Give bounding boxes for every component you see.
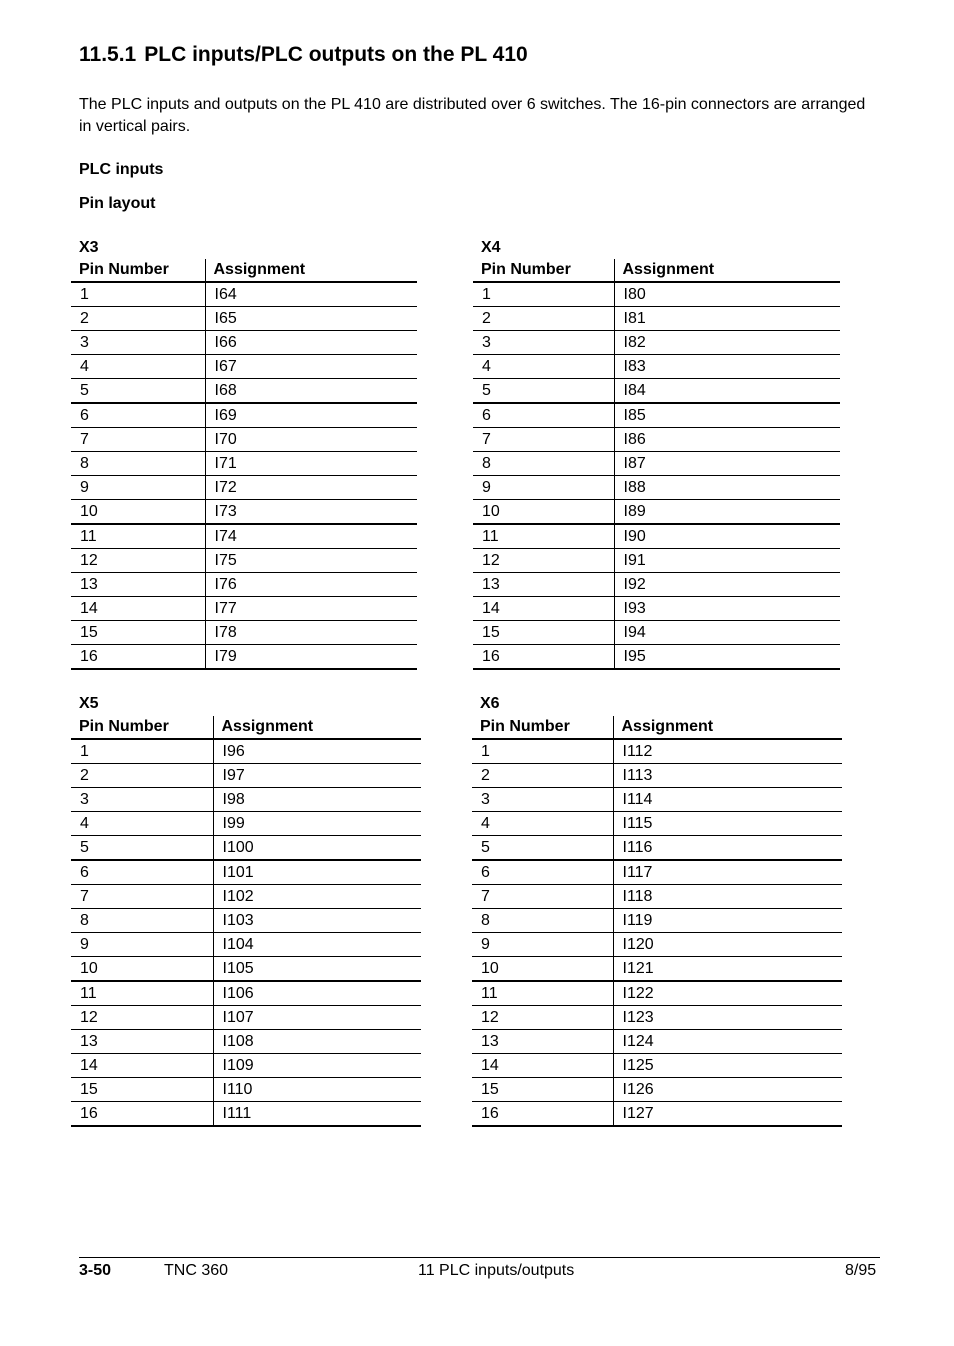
- pin-number-cell: 15: [482, 623, 500, 641]
- assignment-cell: I72: [205, 476, 417, 500]
- table-row: [472, 836, 842, 861]
- pin-number-cell: 7: [80, 430, 89, 448]
- pin-number-cell: 9: [80, 478, 89, 496]
- assignment-cell: I69: [205, 403, 417, 428]
- table-row: [71, 379, 417, 404]
- table-row: [472, 1078, 842, 1102]
- assignment-cell: I110: [213, 1078, 421, 1102]
- assignment-cell: I127: [613, 1102, 842, 1127]
- table-row: [71, 1030, 421, 1054]
- assignment-cell: I64: [205, 282, 417, 307]
- table-row: [71, 860, 421, 885]
- pin-number-cell: 2: [482, 309, 491, 327]
- pin-number-cell: 14: [80, 1056, 98, 1074]
- table-row: [71, 645, 417, 670]
- pin-number-cell: 5: [482, 381, 491, 399]
- pin-number-cell: 16: [80, 1104, 98, 1122]
- assignment-cell: I118: [613, 885, 842, 909]
- column-header-assignment: Assignment: [205, 259, 417, 282]
- assignment-cell: I67: [205, 355, 417, 379]
- table-row: [472, 981, 842, 1006]
- assignment-cell: I124: [613, 1030, 842, 1054]
- assignment-cell: I109: [213, 1054, 421, 1078]
- pin-number-cell: 4: [80, 814, 89, 832]
- assignment-cell: I116: [613, 836, 842, 861]
- subheading-pin-layout: Pin layout: [79, 195, 156, 212]
- table-row: [473, 549, 840, 573]
- table-row: [71, 524, 417, 549]
- table-row: [473, 282, 840, 307]
- pin-number-cell: 13: [80, 575, 98, 593]
- pin-number-cell: 12: [482, 551, 500, 569]
- table-row: [473, 403, 840, 428]
- assignment-cell: I105: [213, 957, 421, 982]
- table-header-row: [473, 259, 840, 282]
- pin-number-cell: 10: [482, 502, 500, 520]
- assignment-cell: I68: [205, 379, 417, 404]
- pin-number-cell: 13: [481, 1032, 499, 1050]
- assignment-cell: I66: [205, 331, 417, 355]
- column-header-pin: Pin Number: [79, 718, 169, 735]
- assignment-cell: I113: [613, 764, 842, 788]
- column-header-assignment: Assignment: [213, 716, 421, 739]
- table-row: [71, 1078, 421, 1102]
- pin-number-cell: 12: [481, 1008, 499, 1026]
- assignment-cell: I122: [613, 981, 842, 1006]
- table-row: [71, 981, 421, 1006]
- pin-number-cell: 16: [482, 647, 500, 665]
- assignment-cell: I102: [213, 885, 421, 909]
- assignment-cell: I125: [613, 1054, 842, 1078]
- table-row: [473, 428, 840, 452]
- pin-number-cell: 10: [80, 959, 98, 977]
- assignment-cell: I94: [614, 621, 840, 645]
- assignment-cell: I98: [213, 788, 421, 812]
- pin-number-cell: 2: [481, 766, 490, 784]
- assignment-cell: I126: [613, 1078, 842, 1102]
- pin-number-cell: 13: [482, 575, 500, 593]
- pin-number-cell: 3: [80, 333, 89, 351]
- pin-number-cell: 6: [481, 863, 490, 881]
- assignment-cell: I103: [213, 909, 421, 933]
- table-row: [473, 331, 840, 355]
- pin-number-cell: 9: [481, 935, 490, 953]
- pin-number-cell: 8: [80, 454, 89, 472]
- table-row: [71, 739, 421, 764]
- assignment-cell: I80: [614, 282, 840, 307]
- pin-number-cell: 7: [482, 430, 491, 448]
- pin-number-cell: 15: [481, 1080, 499, 1098]
- assignment-cell: I114: [613, 788, 842, 812]
- pin-number-cell: 8: [482, 454, 491, 472]
- assignment-cell: I119: [613, 909, 842, 933]
- assignment-cell: I92: [614, 573, 840, 597]
- pin-number-cell: 10: [80, 502, 98, 520]
- table-row: [71, 573, 417, 597]
- table-row: [473, 476, 840, 500]
- pin-number-cell: 9: [482, 478, 491, 496]
- footer-page-number: 3-50: [79, 1262, 112, 1279]
- pin-number-cell: 1: [80, 285, 89, 303]
- table-row: [71, 812, 421, 836]
- assignment-cell: I85: [614, 403, 840, 428]
- assignment-cell: I117: [613, 860, 842, 885]
- assignment-cell: I89: [614, 500, 840, 525]
- assignment-cell: I84: [614, 379, 840, 404]
- assignment-cell: I87: [614, 452, 840, 476]
- table-row: [472, 739, 842, 764]
- assignment-cell: I121: [613, 957, 842, 982]
- table-row: [71, 909, 421, 933]
- table-x6: [472, 716, 842, 1127]
- pin-number-cell: 3: [80, 790, 89, 808]
- table-row: [71, 1054, 421, 1078]
- footer-product: TNC 360: [164, 1262, 229, 1279]
- pin-number-cell: 14: [482, 599, 500, 617]
- pin-number-cell: 8: [80, 911, 89, 929]
- assignment-cell: I73: [205, 500, 417, 525]
- table-row: [71, 403, 417, 428]
- table-header-row: [71, 716, 421, 739]
- table-row: [71, 282, 417, 307]
- assignment-cell: I99: [213, 812, 421, 836]
- table-row: [472, 1054, 842, 1078]
- assignment-cell: I90: [614, 524, 840, 549]
- table-row: [71, 1006, 421, 1030]
- pin-number-cell: 11: [80, 527, 97, 545]
- assignment-cell: I71: [205, 452, 417, 476]
- table-row: [472, 764, 842, 788]
- table-row: [71, 476, 417, 500]
- pin-number-cell: 8: [481, 911, 490, 929]
- assignment-cell: I75: [205, 549, 417, 573]
- table-header-row: [71, 259, 417, 282]
- pin-number-cell: 9: [80, 935, 89, 953]
- table-row: [473, 621, 840, 645]
- pin-number-cell: 11: [482, 527, 499, 545]
- table-row: [71, 597, 417, 621]
- table-row: [71, 307, 417, 331]
- table-row: [472, 812, 842, 836]
- table-header-row: [472, 716, 842, 739]
- table-x5-title: X5: [79, 695, 99, 712]
- assignment-cell: I76: [205, 573, 417, 597]
- assignment-cell: I96: [213, 739, 421, 764]
- table-row: [473, 452, 840, 476]
- assignment-cell: I70: [205, 428, 417, 452]
- table-row: [472, 1006, 842, 1030]
- assignment-cell: I81: [614, 307, 840, 331]
- section-heading: [79, 43, 528, 67]
- table-row: [71, 621, 417, 645]
- subheading-plc-inputs: PLC inputs: [79, 161, 164, 178]
- pin-number-cell: 16: [481, 1104, 499, 1122]
- column-header-pin: Pin Number: [79, 261, 169, 278]
- assignment-cell: I112: [613, 739, 842, 764]
- pin-number-cell: 5: [481, 838, 490, 856]
- assignment-cell: I79: [205, 645, 417, 670]
- table-x3-title: X3: [79, 239, 99, 256]
- pin-number-cell: 3: [482, 333, 491, 351]
- assignment-cell: I107: [213, 1006, 421, 1030]
- table-row: [71, 452, 417, 476]
- table-x3: [71, 259, 417, 670]
- section-number: 11.5.1: [79, 43, 137, 66]
- pin-number-cell: 15: [80, 1080, 98, 1098]
- table-row: [71, 331, 417, 355]
- table-row: [473, 355, 840, 379]
- assignment-cell: I104: [213, 933, 421, 957]
- table-row: [71, 549, 417, 573]
- table-row: [71, 836, 421, 861]
- pin-number-cell: 7: [481, 887, 490, 905]
- pin-number-cell: 6: [80, 863, 89, 881]
- table-row: [71, 933, 421, 957]
- assignment-cell: I86: [614, 428, 840, 452]
- table-row: [71, 957, 421, 982]
- table-row: [71, 428, 417, 452]
- footer-date: 8/95: [845, 1262, 877, 1279]
- pin-number-cell: 11: [80, 984, 97, 1002]
- table-row: [473, 500, 840, 525]
- pin-number-cell: 12: [80, 1008, 98, 1026]
- assignment-cell: I120: [613, 933, 842, 957]
- pin-number-cell: 1: [80, 742, 89, 760]
- column-header-assignment: Assignment: [614, 259, 840, 282]
- pin-number-cell: 1: [482, 285, 491, 303]
- pin-number-cell: 7: [80, 887, 89, 905]
- assignment-cell: I106: [213, 981, 421, 1006]
- table-row: [472, 860, 842, 885]
- table-row: [71, 788, 421, 812]
- table-row: [71, 1102, 421, 1127]
- pin-number-cell: 10: [481, 959, 499, 977]
- table-row: [472, 909, 842, 933]
- assignment-cell: I74: [205, 524, 417, 549]
- table-row: [472, 788, 842, 812]
- table-row: [473, 645, 840, 670]
- assignment-cell: I77: [205, 597, 417, 621]
- footer-chapter: 11 PLC inputs/outputs: [418, 1262, 575, 1279]
- table-row: [472, 885, 842, 909]
- column-header-pin: Pin Number: [481, 261, 571, 278]
- pin-number-cell: 5: [80, 838, 89, 856]
- pin-number-cell: 2: [80, 766, 89, 784]
- assignment-cell: I93: [614, 597, 840, 621]
- table-row: [473, 524, 840, 549]
- pin-number-cell: 4: [482, 357, 491, 375]
- assignment-cell: I111: [213, 1102, 421, 1127]
- pin-number-cell: 2: [80, 309, 89, 327]
- table-row: [71, 885, 421, 909]
- table-row: [473, 573, 840, 597]
- assignment-cell: I82: [614, 331, 840, 355]
- pin-number-cell: 13: [80, 1032, 98, 1050]
- pin-number-cell: 3: [481, 790, 490, 808]
- column-header-pin: Pin Number: [480, 718, 570, 735]
- assignment-cell: I78: [205, 621, 417, 645]
- pin-number-cell: 16: [80, 647, 98, 665]
- assignment-cell: I108: [213, 1030, 421, 1054]
- assignment-cell: I83: [614, 355, 840, 379]
- table-row: [473, 307, 840, 331]
- assignment-cell: I100: [213, 836, 421, 861]
- table-row: [473, 597, 840, 621]
- assignment-cell: I65: [205, 307, 417, 331]
- pin-number-cell: 6: [482, 406, 491, 424]
- table-row: [473, 379, 840, 404]
- assignment-cell: I115: [613, 812, 842, 836]
- pin-number-cell: 14: [80, 599, 98, 617]
- footer-rule: [79, 1257, 880, 1258]
- table-row: [71, 355, 417, 379]
- assignment-cell: I123: [613, 1006, 842, 1030]
- table-row: [472, 933, 842, 957]
- pin-number-cell: 6: [80, 406, 89, 424]
- pin-number-cell: 14: [481, 1056, 499, 1074]
- table-x5: [71, 716, 421, 1127]
- table-x6-title: X6: [480, 695, 500, 712]
- table-row: [472, 1030, 842, 1054]
- assignment-cell: I88: [614, 476, 840, 500]
- assignment-cell: I95: [614, 645, 840, 670]
- assignment-cell: I97: [213, 764, 421, 788]
- pin-number-cell: 15: [80, 623, 98, 641]
- table-x4-title: X4: [481, 239, 501, 256]
- assignment-cell: I101: [213, 860, 421, 885]
- intro-paragraph: The PLC inputs and outputs on the PL 410 are distributed over 6 switches. The 16-pin connectors are arranged in vertical pairs.: [79, 96, 866, 135]
- assignment-cell: I91: [614, 549, 840, 573]
- pin-number-cell: 11: [481, 984, 498, 1002]
- table-x4: [473, 259, 840, 670]
- table-row: [71, 500, 417, 525]
- table-row: [71, 764, 421, 788]
- pin-number-cell: 1: [481, 742, 490, 760]
- pin-number-cell: 12: [80, 551, 98, 569]
- pin-number-cell: 4: [481, 814, 490, 832]
- table-row: [472, 1102, 842, 1127]
- section-title: PLC inputs/PLC outputs on the PL 410: [144, 43, 528, 66]
- pin-number-cell: 5: [80, 381, 89, 399]
- pin-number-cell: 4: [80, 357, 89, 375]
- table-row: [472, 957, 842, 982]
- column-header-assignment: Assignment: [613, 716, 842, 739]
